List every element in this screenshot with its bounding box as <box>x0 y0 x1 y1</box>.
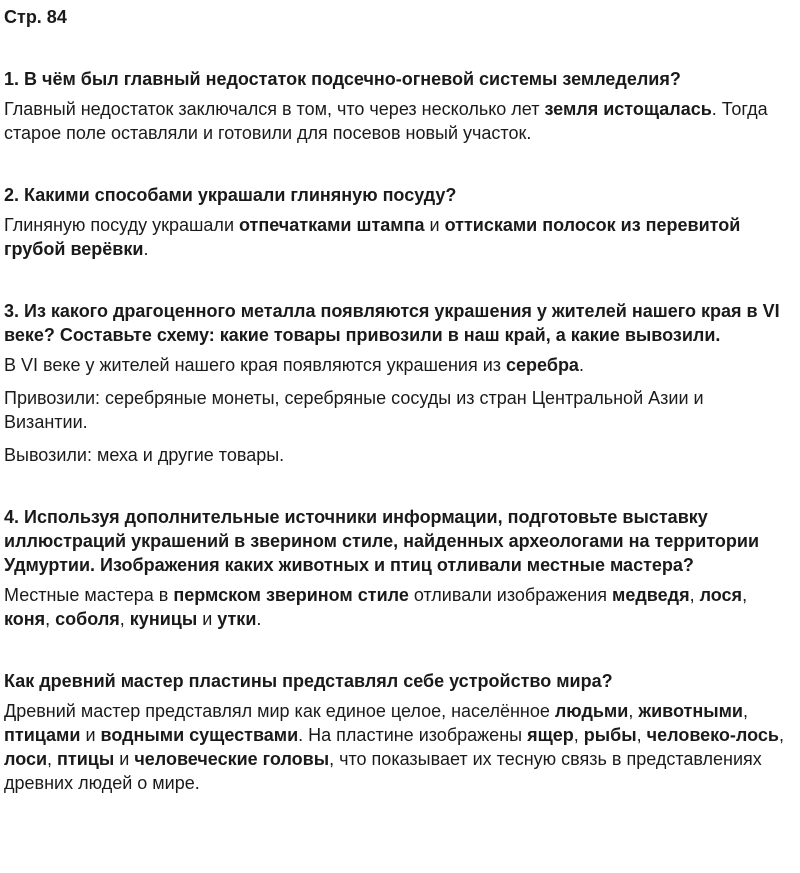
bold-term: коня <box>4 609 46 629</box>
bold-term: земля истощалась <box>544 99 712 119</box>
qa-section <box>4 299 790 467</box>
qa-section <box>4 505 790 631</box>
answer-text: , <box>45 609 56 629</box>
answer-text: Привозили: серебряные монеты, серебряные сосуды из стран Центральной Азии и Византии. <box>4 388 704 432</box>
bold-term: людьми <box>554 701 629 721</box>
question-heading: 3. Из какого драгоценного металла появляются украшения у жителей нашего края в VI веке? Составьте схему: какие товары привозили в наш край, а какие вывозили. <box>4 301 780 345</box>
qa-section <box>4 183 790 261</box>
question-heading: Как древний мастер пластины представлял себе устройство мира? <box>4 671 613 691</box>
bold-term: человеко-лось <box>646 725 779 745</box>
answer-text: , <box>636 725 647 745</box>
answer-text: , <box>628 701 639 721</box>
answer-text: Вывозили: меха и другие товары. <box>4 445 285 465</box>
answer-paragraph <box>4 386 790 434</box>
bold-term: ящер <box>527 725 574 745</box>
question-heading: 2. Какими способами украшали глиняную посуду? <box>4 185 457 205</box>
answer-text: , <box>743 701 749 721</box>
answer-paragraph <box>4 353 790 377</box>
answer-text: В VI веке у жителей нашего края появляются украшения из <box>4 355 507 375</box>
qa-section <box>4 669 790 795</box>
answer-text: и <box>80 725 101 745</box>
answer-text: и <box>114 749 135 769</box>
question-heading: 4. Используя дополнительные источники информации, подготовьте выставку иллюстраций украшений в зверином стиле, найденных археологами на территории Удмуртии. Изображения каких животных и птиц отливали местные мастера? <box>4 507 760 575</box>
bold-term: человеческие головы <box>134 749 330 769</box>
answer-text: Главный недостаток заключался в том, что через несколько лет <box>4 99 545 119</box>
answer-text: , <box>573 725 584 745</box>
answer-paragraph <box>4 699 790 795</box>
answer-paragraph <box>4 213 790 261</box>
answer-text: , <box>778 725 784 745</box>
answer-text: . <box>578 355 584 375</box>
answer-text: , <box>742 585 748 605</box>
bold-term: лося <box>699 585 743 605</box>
bold-term: медведя <box>612 585 690 605</box>
answer-text: . <box>256 609 262 629</box>
answer-paragraph <box>4 583 790 631</box>
answer-paragraph <box>4 97 790 145</box>
answer-text: , <box>47 749 58 769</box>
bold-term: серебра <box>506 355 579 375</box>
answer-text: Местные мастера в <box>4 585 174 605</box>
page-number-heading: Стр. 84 <box>4 7 67 27</box>
answer-text: , <box>689 585 700 605</box>
qa-section <box>4 67 790 145</box>
question-heading: 1. В чём был главный недостаток подсечно-огневой системы земледелия? <box>4 69 681 89</box>
qa-sections <box>4 67 790 795</box>
answer-text: и <box>424 215 445 235</box>
bold-term: оттисками полосок из перевитой грубой верёвки <box>4 215 741 259</box>
answer-text: , <box>119 609 130 629</box>
bold-term: пермском зверином стиле <box>173 585 409 605</box>
bold-term: птицами <box>4 725 81 745</box>
answer-text: . На пластине изображены <box>298 725 528 745</box>
bold-term: рыбы <box>583 725 637 745</box>
answer-text: Древний мастер представлял мир как единое целое, населённое <box>4 701 555 721</box>
answer-text: Глиняную посуду украшали <box>4 215 239 235</box>
bold-term: лоси <box>4 749 48 769</box>
answer-paragraph <box>4 443 790 467</box>
bold-term: отпечатками штампа <box>239 215 425 235</box>
bold-term: животными <box>638 701 743 721</box>
answer-text: отливали изображения <box>408 585 613 605</box>
bold-term: водными существами <box>100 725 299 745</box>
bold-term: куницы <box>129 609 198 629</box>
answer-text: . <box>143 239 149 259</box>
bold-term: соболя <box>55 609 120 629</box>
bold-term: утки <box>217 609 257 629</box>
answer-text: , что показывает их тесную связь в представлениях древних людей о мире. <box>4 749 762 793</box>
answer-text: . Тогда старое поле оставляли и готовили для посевов новый участок. <box>4 99 768 143</box>
bold-term: птицы <box>57 749 115 769</box>
answer-text: и <box>197 609 218 629</box>
